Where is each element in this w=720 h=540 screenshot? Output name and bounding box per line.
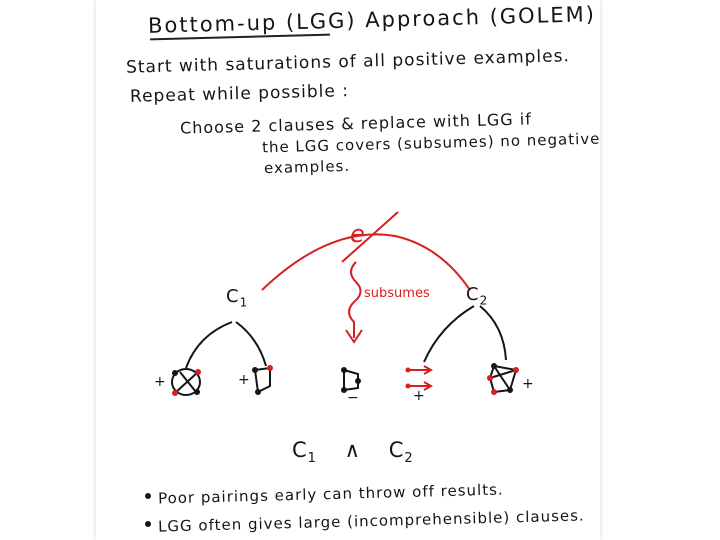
text-line-1: Start with saturations of all positive examples.: [125, 46, 571, 78]
label-c1-letter: C: [226, 286, 240, 307]
slide-title: Bottom-up (LGG) Approach (GOLEM): [147, 2, 597, 38]
formula-op: ∧: [344, 438, 362, 462]
label-c2: [466, 284, 488, 308]
left-branch-b: [236, 322, 266, 366]
bullet-dot-1: [145, 493, 151, 499]
left-branch-a: [186, 322, 232, 368]
text-line-2: Repeat while possible :: [129, 81, 350, 107]
formula-c1: C: [292, 438, 308, 462]
formula-c2: C: [388, 438, 405, 462]
bullet-dot-2: [145, 521, 151, 527]
right-branch-b: [480, 306, 506, 360]
text-line-5: examples.: [263, 156, 351, 178]
graph-5: [487, 363, 519, 395]
sign-graph-4: +: [413, 388, 426, 404]
label-c1-sub: 1: [239, 295, 249, 310]
formula-c1-sub: 1: [307, 451, 317, 467]
label-c2-sub: 2: [479, 293, 489, 308]
right-branch-a: [424, 306, 474, 362]
label-subsumes: subsumes: [364, 286, 430, 301]
sign-graph-3: −: [347, 390, 360, 406]
label-c2-letter: C: [466, 284, 480, 305]
label-c1: [226, 286, 248, 310]
graph-1: [172, 369, 201, 396]
sign-graph-2: +: [238, 372, 251, 388]
subsumes-arrow: [349, 262, 361, 338]
sign-graph-5: +: [522, 376, 535, 392]
text-line-4: the LGG covers (subsumes) no negative: [261, 129, 601, 157]
label-e: e: [350, 220, 366, 248]
text-line-3: Choose 2 clauses & replace with LGG if: [179, 109, 533, 138]
formula: [292, 438, 414, 466]
formula-c2-sub: 2: [404, 451, 414, 467]
red-arc: [262, 234, 470, 290]
bullet-1: Poor pairings early can throw off results.: [157, 480, 504, 508]
sign-graph-1: +: [154, 374, 167, 390]
graph-2: [252, 365, 273, 395]
bullet-2: LGG often gives large (incomprehensible) clauses.: [157, 506, 585, 536]
graph-4: [406, 366, 432, 390]
